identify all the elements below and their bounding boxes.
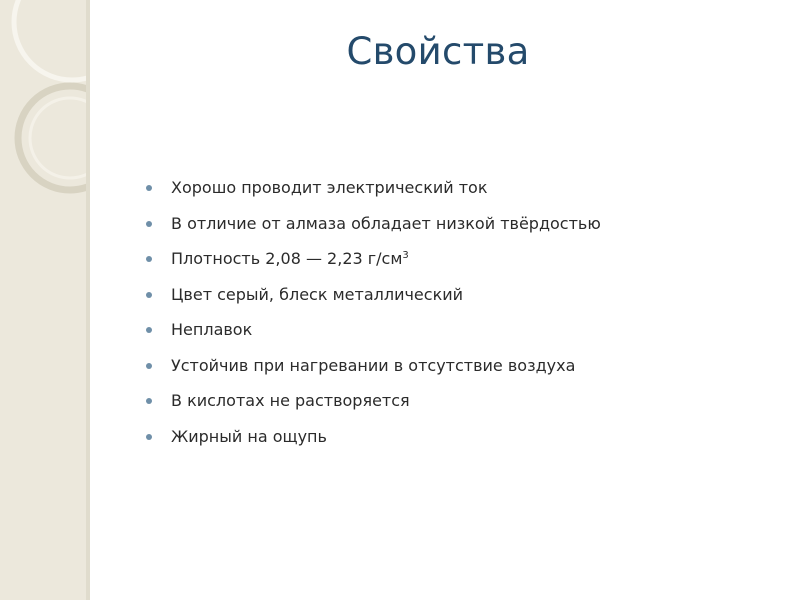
list-item — [146, 350, 601, 386]
bullet-text: Жирный на ощупь — [171, 426, 327, 446]
bullet-text: Хорошо проводит электрический ток — [171, 178, 488, 197]
list-item — [146, 208, 601, 244]
bullet-text: В отличие от алмаза обладает низкой твёрдостью — [171, 213, 601, 233]
bullet-text: Устойчив при нагревании в отсутствие воздуха — [171, 355, 576, 375]
bullet-dot-icon — [146, 327, 152, 333]
bullet-dot-icon — [146, 256, 152, 262]
list-item — [146, 421, 601, 457]
list-item — [146, 314, 601, 350]
side-decor-panel — [0, 0, 86, 600]
bullet-list — [146, 172, 601, 456]
bullet-text: Цвет серый, блеск металлический — [171, 284, 464, 304]
slide-title: Свойства — [346, 30, 530, 73]
bullet-text: В кислотах не растворяется — [171, 391, 410, 410]
bullet-dot-icon — [146, 185, 152, 191]
bullet-text: Неплавок — [171, 320, 253, 339]
bullet-dot-icon — [146, 398, 152, 404]
bullet-dot-icon — [146, 434, 152, 440]
bullet-dot-icon — [146, 221, 152, 227]
bullet-text: Плотность 2,08 — 2,23 г/см — [171, 249, 403, 268]
list-item — [146, 385, 601, 421]
ring-decoration-icon — [0, 0, 86, 600]
side-divider — [86, 0, 90, 600]
list-item — [146, 243, 601, 279]
bullet-dot-icon — [146, 363, 152, 369]
list-item — [146, 279, 601, 315]
superscript: 3 — [402, 250, 409, 261]
list-item — [146, 172, 601, 208]
bullet-dot-icon — [146, 292, 152, 298]
